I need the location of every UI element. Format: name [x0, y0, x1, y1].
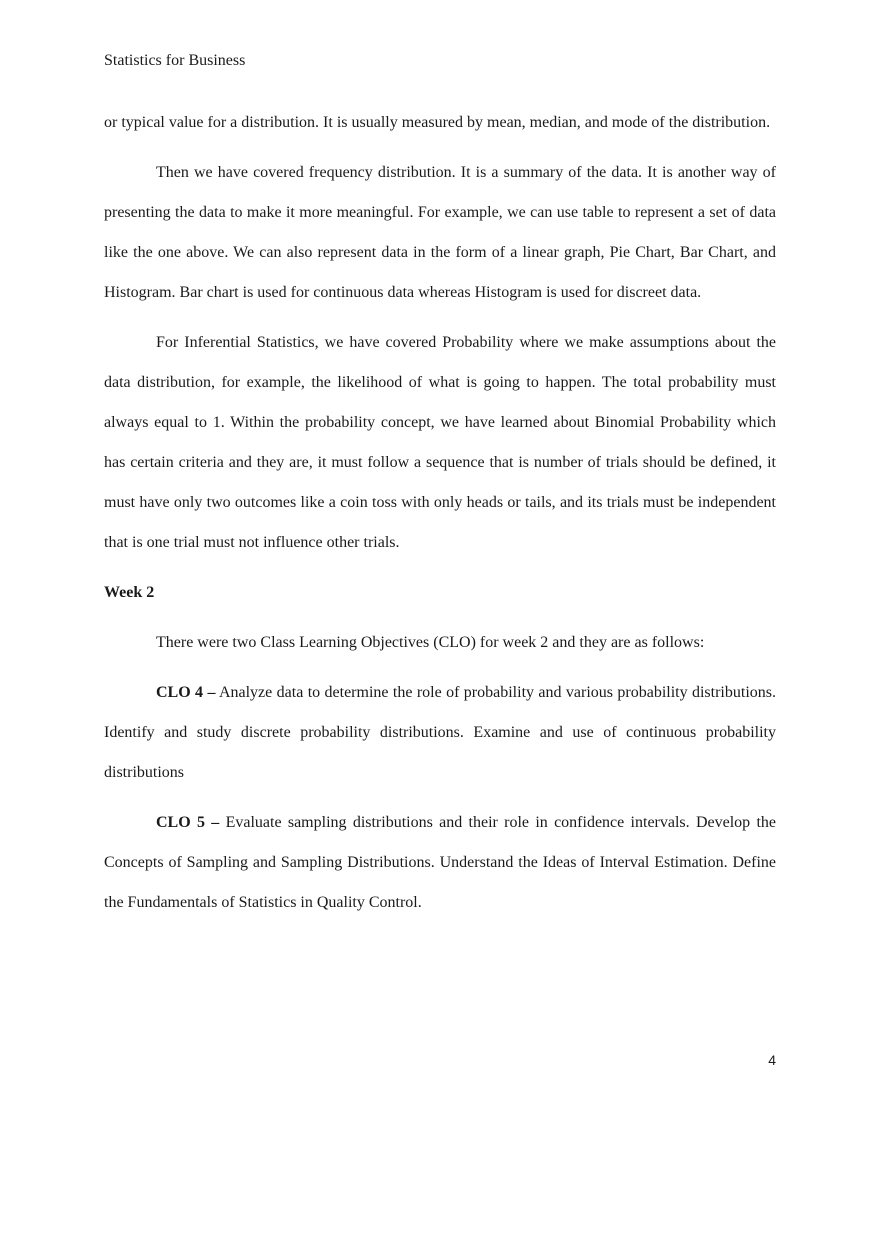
paragraph-clo-intro: There were two Class Learning Objectives (CLO) for week 2 and they are as follows:: [156, 634, 705, 651]
clo-5-label: CLO 5 –: [156, 814, 220, 831]
paragraph-clo-4: [104, 673, 776, 793]
running-header: Statistics for Business: [104, 52, 246, 69]
page-number: 4: [768, 1052, 776, 1068]
paragraph-frequency-distribution: Then we have covered frequency distribution. It is a summary of the data. It is another way of presenting the data to make it more meaningful. For example, we can use table to represent a set of data like the one above. We can also represent data in the form of a linear graph, Pie Chart, Bar Chart, and Histogram. Bar chart is used for continuous data whereas Histogram is used for discreet data.: [104, 164, 776, 301]
section-heading-week-2: Week 2: [104, 584, 155, 601]
paragraph-inferential-statistics: For Inferential Statistics, we have covered Probability where we make assumptions about the data distribution, for example, the likelihood of what is going to happen. The total probability must always equal to 1. Within the probability concept, we have learned about Binomial Probability which has certain criteria and they are, it must follow a sequence that is number of trials should be defined, it must have only two outcomes like a coin toss with only heads or tails, and its trials must be independent that is one trial must not influence other trials.: [104, 334, 776, 551]
paragraph-central-tendency: or typical value for a distribution. It is usually measured by mean, median, and mode of the distribution.: [104, 114, 771, 131]
clo-4-label: CLO 4 –: [156, 684, 216, 701]
clo-4-text: Analyze data to determine the role of probability and various probability distributions. Identify and study discrete probability distributions. Examine and use of continuous probability distributions: [104, 684, 776, 781]
page-content: [104, 103, 776, 933]
clo-5-text: Evaluate sampling distributions and their role in confidence intervals. Develop the Concepts of Sampling and Sampling Distributions. Understand the Ideas of Interval Estimation. Define the Fundamentals of Statistics in Quality Control.: [104, 814, 777, 911]
paragraph-clo-5: [104, 803, 776, 923]
